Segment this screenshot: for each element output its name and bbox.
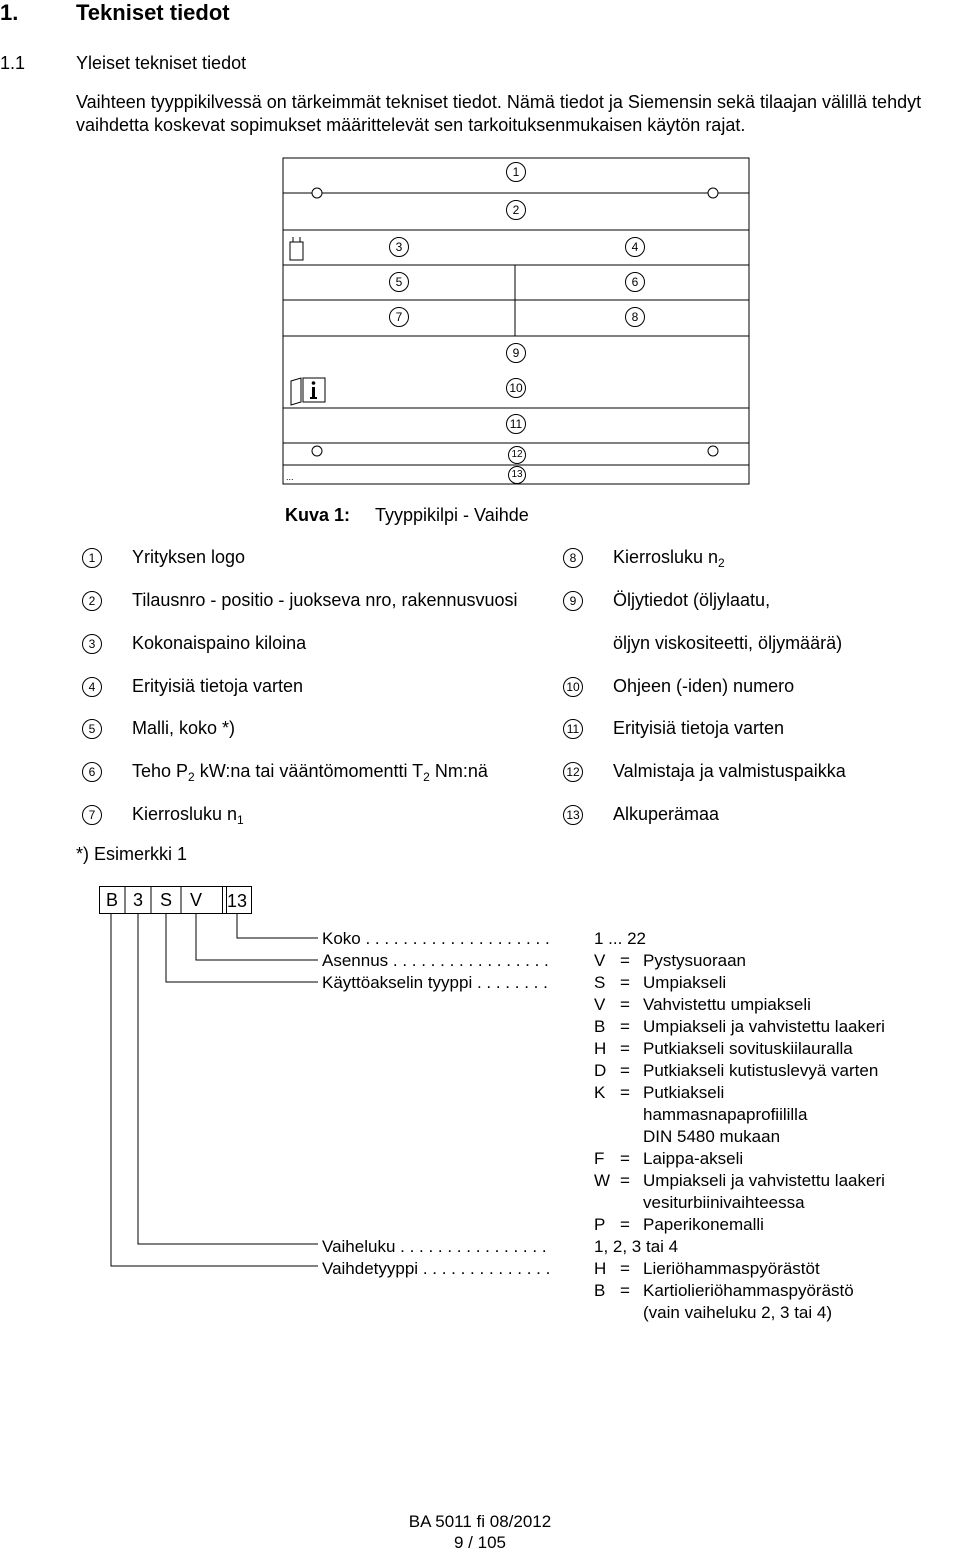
- code-row-desc: Kartiolieriöhammaspyörästö: [643, 1281, 854, 1300]
- legend-marker: 1: [82, 548, 102, 568]
- code-row-eq: =: [620, 1215, 630, 1234]
- footer-page: 9 / 105: [454, 1533, 506, 1552]
- code-row-desc: Umpiakseli: [643, 973, 727, 992]
- intro-line-2: vaihdetta koskevat sopimukset määrittelevät sen tarkoituksenmukaisen käytön rajat.: [76, 115, 746, 135]
- subsection-title: Yleiset tekniset tiedot: [76, 53, 247, 73]
- legend-text: Kokonaispaino kiloina: [132, 633, 307, 653]
- type-code-part: B: [105, 890, 118, 910]
- code-row-eq: =: [620, 1017, 630, 1036]
- code-row-desc: vesiturbiinivaihteessa: [643, 1193, 805, 1212]
- code-row-code: F: [594, 1149, 605, 1168]
- code-row-label: Koko . . . . . . . . . . . . . . . . . . . .: [322, 929, 550, 948]
- code-row-desc: (vain vaiheluku 2, 3 tai 4): [643, 1303, 832, 1322]
- code-row-eq: =: [620, 1259, 630, 1278]
- legend-text: Kierrosluku $n_1$: [132, 804, 244, 827]
- legend-marker: 3: [82, 634, 102, 654]
- code-row-label: Asennus . . . . . . . . . . . . . . . . .: [322, 951, 549, 970]
- legend-marker: 7: [82, 805, 102, 825]
- code-row-eq: =: [620, 1039, 630, 1058]
- section-title: Tekniset tiedot: [76, 0, 230, 25]
- legend-text: Öljytiedot (öljylaatu,: [613, 590, 771, 610]
- footer-doc: BA 5011 fi 08/2012: [408, 1512, 552, 1531]
- code-row-label: Vaihdetyyppi . . . . . . . . . . . . . .: [322, 1259, 551, 1278]
- plate-small-text: ...: [286, 472, 294, 482]
- code-row-eq: =: [620, 1281, 630, 1300]
- legend-marker: 9: [563, 591, 583, 611]
- code-row-desc: Vahvistettu umpiakseli: [643, 995, 811, 1014]
- code-row-desc: Pystysuoraan: [643, 951, 746, 970]
- legend-marker: 5: [82, 719, 102, 739]
- example-note: *) Esimerkki 1: [76, 844, 188, 864]
- code-row-code: 1, 2, 3 tai 4: [594, 1237, 679, 1256]
- legend-text: Yrityksen logo: [132, 547, 246, 567]
- code-row-eq: =: [620, 1171, 630, 1190]
- legend-marker: 12: [563, 762, 583, 782]
- plate-marker-2: 2: [506, 200, 526, 220]
- plate-marker-3: 3: [389, 237, 409, 257]
- code-row-desc: Paperikonemalli: [643, 1215, 764, 1234]
- subsection-number: 1.1: [0, 53, 26, 73]
- code-row-eq: =: [620, 995, 630, 1014]
- legend-text: Tilausnro - positio - juokseva nro, rakennusvuosi: [132, 590, 518, 610]
- plate-marker-10: 10: [506, 378, 526, 398]
- code-row-code: V: [594, 995, 606, 1014]
- code-row-label: Vaiheluku . . . . . . . . . . . . . . . .: [322, 1237, 547, 1256]
- plate-marker-5: 5: [389, 272, 409, 292]
- legend-text: Ohjeen (-iden) numero: [613, 676, 795, 696]
- legend-marker: 10: [563, 677, 583, 697]
- code-row-desc: Laippa-akseli: [643, 1149, 744, 1168]
- code-row-code: 1 ... 22: [594, 929, 646, 948]
- code-row-eq: =: [620, 1061, 630, 1080]
- section-number: 1.: [0, 0, 19, 25]
- figure-title: Tyyppikilpi - Vaihde: [375, 505, 529, 525]
- code-row-code: K: [594, 1083, 606, 1102]
- code-row-eq: =: [620, 973, 630, 992]
- code-row-desc: Lieriöhammaspyörästöt: [643, 1259, 820, 1278]
- legend-marker: 8: [563, 548, 583, 568]
- code-row-desc: Putkiakseli kutistuslevyä varten: [643, 1061, 879, 1080]
- plate-marker-8: 8: [625, 307, 645, 327]
- code-row-eq: =: [620, 1149, 630, 1168]
- legend-text: öljyn viskositeetti, öljymäärä): [613, 633, 843, 653]
- code-row-code: S: [594, 973, 606, 992]
- plate-marker-1: 1: [506, 162, 526, 182]
- plate-marker-7: 7: [389, 307, 409, 327]
- code-row-desc: Umpiakseli ja vahvistettu laakeri: [643, 1017, 885, 1036]
- type-code-part: S: [159, 890, 172, 910]
- code-row-eq: =: [620, 951, 630, 970]
- plate-marker-12: 12: [508, 446, 526, 464]
- code-row-code: H: [594, 1259, 607, 1278]
- code-row-code: B: [594, 1281, 606, 1300]
- type-code-part: 3: [132, 890, 143, 910]
- intro-line-1: Vaihteen tyyppikilvessä on tärkeimmät tekniset tiedot. Nämä tiedot ja Siemensin sekä tilaajan välillä tehdyt: [76, 92, 922, 112]
- legend-text: Erityisiä tietoja varten: [132, 676, 304, 696]
- code-row-label: Käyttöakselin tyyppi . . . . . . . .: [322, 973, 548, 992]
- code-row-desc: Umpiakseli ja vahvistettu laakeri: [643, 1171, 885, 1190]
- type-code-size-box: 13: [222, 886, 252, 914]
- legend-marker: 6: [82, 762, 102, 782]
- legend-text: Malli, koko *): [132, 718, 236, 738]
- legend-marker: 4: [82, 677, 102, 697]
- code-row-code: H: [594, 1039, 607, 1058]
- code-row-desc: Putkiakseli: [643, 1083, 725, 1102]
- legend-text: Erityisiä tietoja varten: [613, 718, 785, 738]
- code-row-code: B: [594, 1017, 606, 1036]
- legend-text: Alkuperämaa: [613, 804, 720, 824]
- plate-marker-11: 11: [506, 414, 526, 434]
- code-row-desc: Putkiakseli sovituskiilauralla: [643, 1039, 853, 1058]
- code-row-code: D: [594, 1061, 607, 1080]
- code-row-eq: =: [620, 1083, 630, 1102]
- plate-marker-6: 6: [625, 272, 645, 292]
- code-row-code: V: [594, 951, 606, 970]
- plate-marker-13: 13: [508, 466, 526, 484]
- legend-text: Valmistaja ja valmistuspaikka: [613, 761, 846, 781]
- figure-label: Kuva 1:: [285, 505, 351, 525]
- legend-marker: 13: [563, 805, 583, 825]
- legend-marker: 2: [82, 591, 102, 611]
- plate-marker-4: 4: [625, 237, 645, 257]
- legend-text: Kierrosluku $n_2$: [613, 547, 725, 570]
- legend-text: Teho $P_2$ kW:na tai vääntömomentti $T_2$ Nm:nä: [132, 761, 488, 784]
- plate-marker-9: 9: [506, 343, 526, 363]
- code-row-desc: hammasnapaprofiililla: [643, 1105, 808, 1124]
- code-row-code: W: [594, 1171, 611, 1190]
- type-code-part: V: [189, 890, 202, 910]
- code-row-desc: DIN 5480 mukaan: [643, 1127, 781, 1146]
- legend-marker: 11: [563, 719, 583, 739]
- code-row-code: P: [594, 1215, 606, 1234]
